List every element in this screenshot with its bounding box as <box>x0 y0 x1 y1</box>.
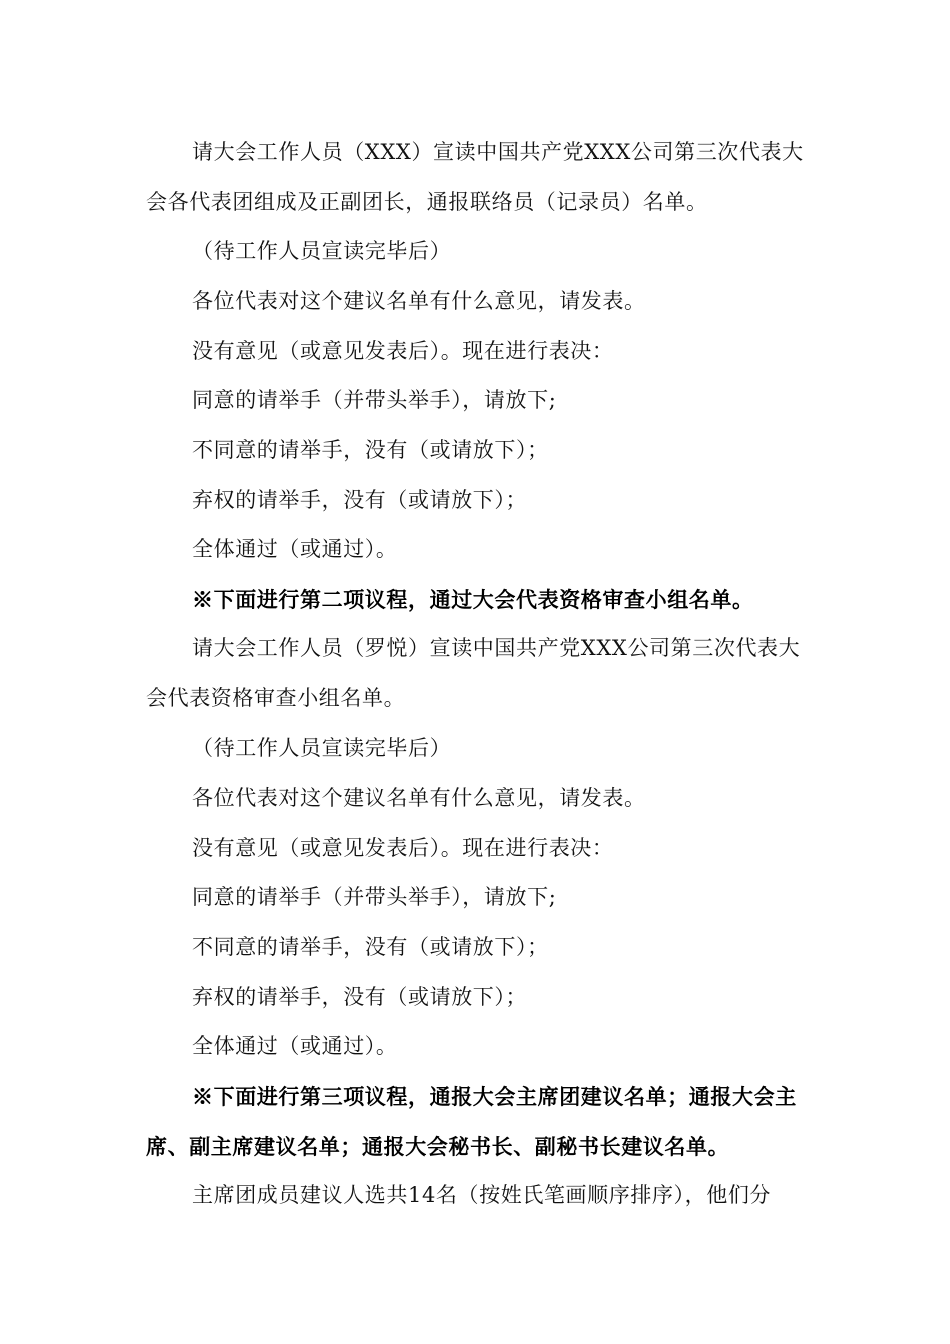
paragraph-abstain-raise-hand: 弃权的请举手，没有（或请放下）； <box>192 985 528 1009</box>
paragraph-vote-now: 没有意见（或意见发表后）。现在进行表决： <box>192 836 614 860</box>
paragraph-abstain-raise-hand: 弃权的请举手，没有（或请放下）； <box>192 488 528 512</box>
paragraph-agree-raise-hand: 同意的请举手（并带头举手），请放下; <box>192 885 557 909</box>
paragraph-vote-now: 没有意见（或意见发表后）。现在进行表决： <box>192 339 614 363</box>
paragraph-wait-reading: （待工作人员宣读完毕后） <box>192 239 452 263</box>
paragraph-all-passed: 全体通过（或通过）。 <box>192 1034 398 1058</box>
paragraph-read-delegation-list: 请大会工作人员（XXX）宣读中国共产党XXX公司第三次代表大会各代表团组成及正副团长，通报联络员（记录员）名单。 <box>146 140 804 214</box>
paragraph-ask-opinions: 各位代表对这个建议名单有什么意见，请发表。 <box>192 786 646 810</box>
paragraph-disagree-raise-hand: 不同意的请举手，没有（或请放下）； <box>192 935 549 959</box>
paragraph-wait-reading: （待工作人员宣读完毕后） <box>192 736 452 760</box>
paragraph-ask-opinions: 各位代表对这个建议名单有什么意见，请发表。 <box>192 289 646 313</box>
paragraph-agree-raise-hand: 同意的请举手（并带头举手），请放下; <box>192 388 557 412</box>
paragraph-presidium-members: 主席团成员建议人选共14名（按姓氏笔画顺序排序），他们分 <box>192 1183 772 1207</box>
paragraph-disagree-raise-hand: 不同意的请举手，没有（或请放下）； <box>192 438 549 462</box>
paragraph-all-passed: 全体通过（或通过）。 <box>192 537 398 561</box>
paragraph-read-qualification-list: 请大会工作人员（罗悦）宣读中国共产党XXX公司第三次代表大会代表资格审查小组名单。 <box>146 636 801 710</box>
agenda-item-two-heading: ※下面进行第二项议程，通过大会代表资格审查小组名单。 <box>192 587 754 612</box>
agenda-item-three-heading: ※下面进行第三项议程，通报大会主席团建议名单；通报大会主席、副主席建议名单；通报大会秘书长、副秘书长建议名单。 <box>146 1084 797 1159</box>
